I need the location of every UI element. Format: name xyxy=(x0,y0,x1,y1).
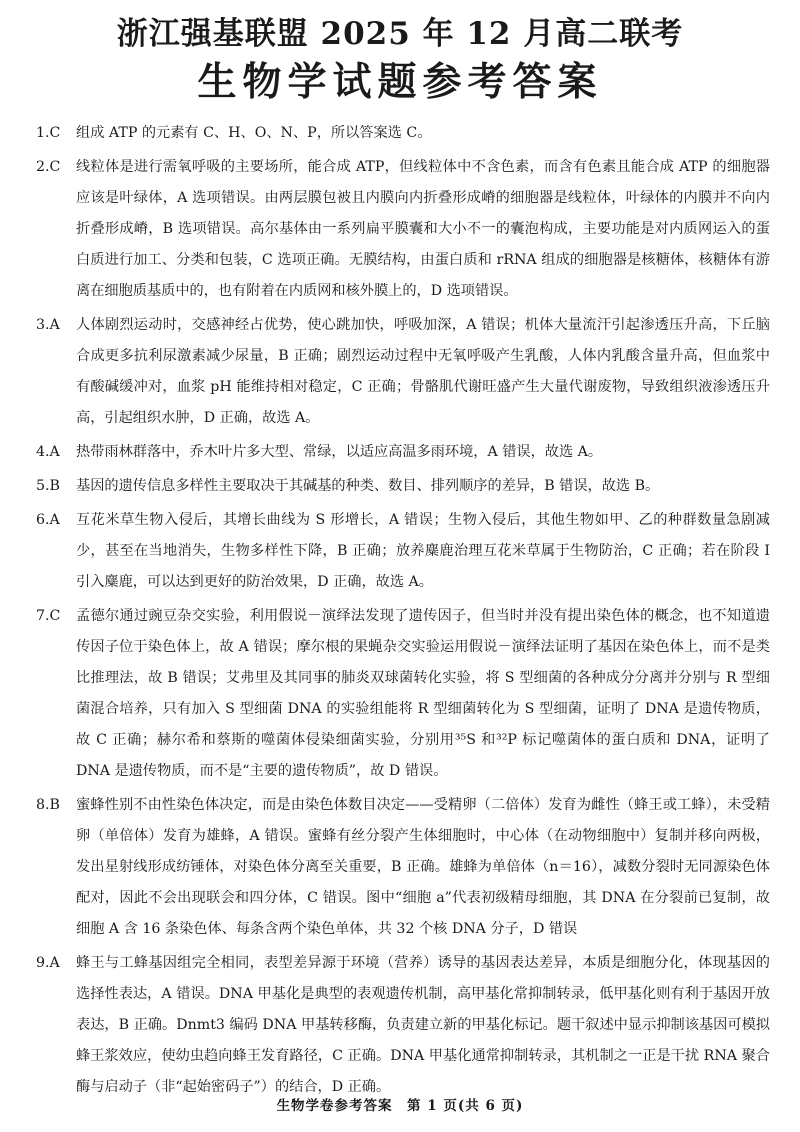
answer-number: 2.C xyxy=(36,159,61,175)
answer-item-4 xyxy=(36,437,770,468)
answer-number: 8.B xyxy=(36,797,60,813)
answer-explanation: 基因的遗传信息多样性主要取决于其碱基的种类、数目、排列顺序的差异，B 错误，故选 B。 xyxy=(76,478,660,494)
answer-list xyxy=(36,118,770,1106)
answer-explanation: 孟德尔通过豌豆杂交实验，利用假说－演绎法发现了遗传因子，但当时并没有提出染色体的概念，也不知道遗传因子位于染色体上，故 A 错误；摩尔根的果蝇杂交实验运用假说－演绎法证明了基因在染色体上，而不是类比推理法，故 B 错误；艾弗里及其同事的肺炎双球菌转化实验，将 S 型细菌的各种成分分离并分别与 R 型细菌混合培养，只有加入 S 型细菌 DNA 的实验组能将 R 型细菌转化为 S 型细菌，证明了 DNA 是遗传物质，故 C 正确；赫尔希和蔡斯的噬菌体侵染细菌实验，分别用³⁵S 和³²P 标记噬菌体的蛋白质和 DNA，证明了 DNA 是遗传物质，而不是“主要的遗传物质”，故 D 错误。 xyxy=(76,608,770,779)
answer-number: 7.C xyxy=(36,608,61,624)
answer-number: 1.C xyxy=(36,125,61,141)
answer-explanation: 蜜蜂性别不由性染色体决定，而是由染色体数目决定——受精卵（二倍体）发育为雌性（蜂王或工蜂），未受精卵（单倍体）发育为雄蜂，A 错误。蜜蜂有丝分裂产生体细胞时，中心体（在动物细胞中）复制并移向两极，发出星射线形成纺锤体，对染色体分离至关重要，B 正确。雄蜂为单倍体（n＝16），减数分裂时无同源染色体配对，因此不会出现联会和四分体，C 错误。图中“细胞 a”代表初级精母细胞，其 DNA 在分裂前已复制，故细胞 A 含 16 条染色体、每条含两个染色单体，共 32 个核 DNA 分子，D 错误 xyxy=(76,797,770,937)
answer-number: 3.A xyxy=(36,317,60,333)
answer-item-3 xyxy=(36,310,770,434)
exam-title: 浙江强基联盟 2025 年 12 月高二联考 xyxy=(116,16,684,52)
answer-item-1 xyxy=(36,118,770,149)
answer-item-9 xyxy=(36,948,770,1103)
document-header xyxy=(0,14,800,106)
answer-item-5 xyxy=(36,471,770,502)
page-footer: 生物学卷参考答案 第 1 页(共 6 页) xyxy=(276,1098,524,1114)
answer-item-2 xyxy=(36,152,770,307)
answer-explanation: 人体剧烈运动时，交感神经占优势，使心跳加快，呼吸加深，A 错误；机体大量流汗引起渗透压升高，下丘脑合成更多抗利尿激素减少尿量，B 正确；剧烈运动过程中无氧呼吸产生乳酸，人体内乳酸含量升高，但血浆中有酸碱缓冲对，血浆 pH 能维持相对稳定，C 正确；骨骼肌代谢旺盛产生大量代谢废物，导致组织液渗透压升高，引起组织水肿，D 正确，故选 A。 xyxy=(76,317,770,426)
answer-number: 9.A xyxy=(36,955,60,971)
answer-explanation: 线粒体是进行需氧呼吸的主要场所，能合成 ATP，但线粒体中不含色素，而含有色素且能合成 ATP 的细胞器应该是叶绿体，A 选项错误。由两层膜包被且内膜向内折叠形成嵴的细胞器是线粒体，叶绿体的内膜并不向内折叠形成嵴，B 选项错误。高尔基体由一系列扁平膜囊和大小不一的囊泡构成，主要功能是对内质网运入的蛋白质进行加工、分类和包装，C 选项正确。无膜结构，由蛋白质和 rRNA 组成的细胞器是核糖体，核糖体有游离在细胞质基质中的，也有附着在内质网和核外膜上的，D 选项错误。 xyxy=(76,159,770,299)
answer-item-8 xyxy=(36,790,770,945)
answer-key-title: 生物学试题参考答案 xyxy=(197,59,603,105)
answer-explanation: 蜂王与工蜂基因组完全相同，表型差异源于环境（营养）诱导的基因表达差异，本质是细胞分化，体现基因的选择性表达，A 错误。DNA 甲基化是典型的表观遗传机制，高甲基化常抑制转录，低甲基化则有利于基因开放表达，B 正确。Dnmt3 编码 DNA 甲基转移酶，负责建立新的甲基化标记。题干叙述中显示抑制该基因可模拟蜂王浆效应，使幼虫趋向蜂王发育路径，C 正确。DNA 甲基化通常抑制转录，其机制之一正是干扰 RNA 聚合酶与启动子（非“起始密码子”）的结合，D 正确。 xyxy=(76,955,770,1095)
answer-explanation: 热带雨林群落中，乔木叶片多大型、常绿，以适应高温多雨环境，A 错误，故选 A。 xyxy=(76,444,603,460)
answer-number: 5.B xyxy=(36,478,60,494)
answer-explanation: 组成 ATP 的元素有 C、H、O、N、P，所以答案选 C。 xyxy=(76,125,432,141)
answer-item-6 xyxy=(36,505,770,598)
answer-number: 6.A xyxy=(36,512,60,528)
answer-explanation: 互花米草生物入侵后，其增长曲线为 S 形增长，A 错误；生物入侵后，其他生物如甲、乙的种群数量急剧减少，甚至在当地消失，生物多样性下降，B 正确；放养麋鹿治理互花米草属于生物防治，C 正确；若在阶段 Ⅰ 引入麋鹿，可以达到更好的防治效果，D 正确，故选 A。 xyxy=(76,512,770,590)
answer-item-7 xyxy=(36,601,770,787)
answer-number: 4.A xyxy=(36,444,60,460)
